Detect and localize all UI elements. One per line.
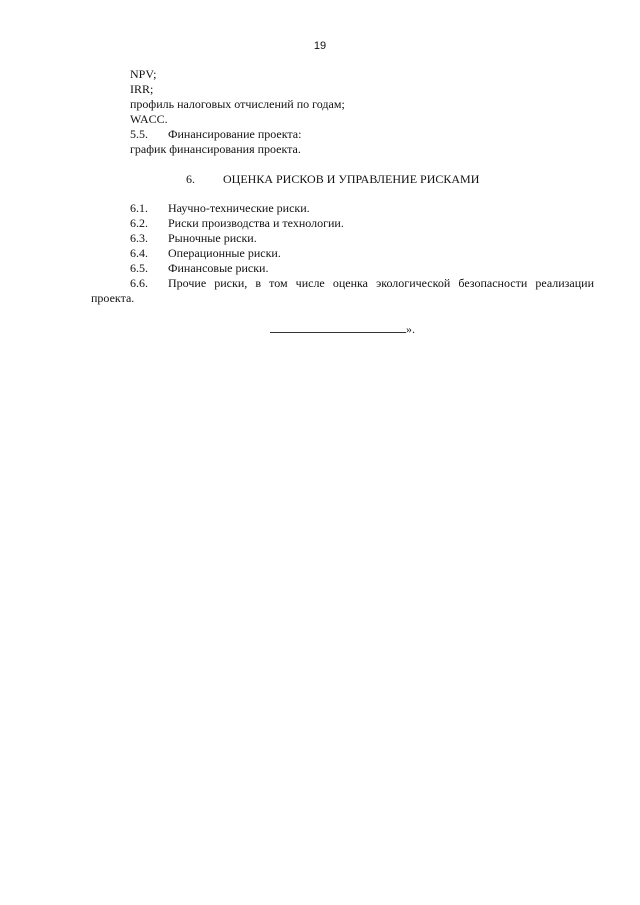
risk-6-6-paragraph bbox=[91, 276, 594, 306]
risk-number: 6.3. bbox=[130, 231, 148, 245]
indicator-irr: IRR; bbox=[130, 82, 154, 96]
section-6-heading bbox=[186, 172, 479, 187]
list-item bbox=[130, 261, 594, 276]
section-6-title: ОЦЕНКА РИСКОВ И УПРАВЛЕНИЕ РИСКАМИ bbox=[223, 172, 480, 186]
financing-schedule-line: график финансирования проекта. bbox=[130, 142, 301, 156]
risks-list bbox=[130, 201, 594, 276]
risk-text: Прочие риски, в том числе оценка экологической безопасности реализации проекта. bbox=[91, 276, 594, 305]
risk-number: 6.6. bbox=[130, 276, 148, 290]
indicator-tax-profile: профиль налоговых отчислений по годам; bbox=[130, 97, 345, 111]
indicator-wacc: WACC. bbox=[130, 112, 168, 126]
risk-number: 6.4. bbox=[130, 246, 148, 260]
section-6-number: 6. bbox=[186, 172, 195, 186]
list-item bbox=[130, 201, 594, 216]
section-5-5-heading bbox=[130, 127, 600, 142]
risk-text: Рыночные риски. bbox=[168, 231, 257, 245]
section-5-5-title: Финансирование проекта: bbox=[168, 127, 302, 141]
indicator-npv: NPV; bbox=[130, 67, 157, 81]
list-item bbox=[130, 231, 594, 246]
closing-quote: ». bbox=[406, 322, 415, 336]
financial-indicators-block bbox=[130, 67, 600, 157]
risk-text: Финансовые риски. bbox=[168, 261, 269, 275]
risk-text: Операционные риски. bbox=[168, 246, 281, 260]
list-item bbox=[130, 246, 594, 261]
closing-line bbox=[270, 322, 415, 337]
page-number: 19 bbox=[313, 40, 327, 52]
risk-text: Научно-технические риски. bbox=[168, 201, 310, 215]
list-item bbox=[130, 216, 594, 231]
risk-number: 6.5. bbox=[130, 261, 148, 275]
section-5-5-number: 5.5. bbox=[130, 127, 148, 141]
risk-number: 6.1. bbox=[130, 201, 148, 215]
risk-text: Риски производства и технологии. bbox=[168, 216, 344, 230]
signature-rule bbox=[270, 322, 406, 333]
risk-number: 6.2. bbox=[130, 216, 148, 230]
